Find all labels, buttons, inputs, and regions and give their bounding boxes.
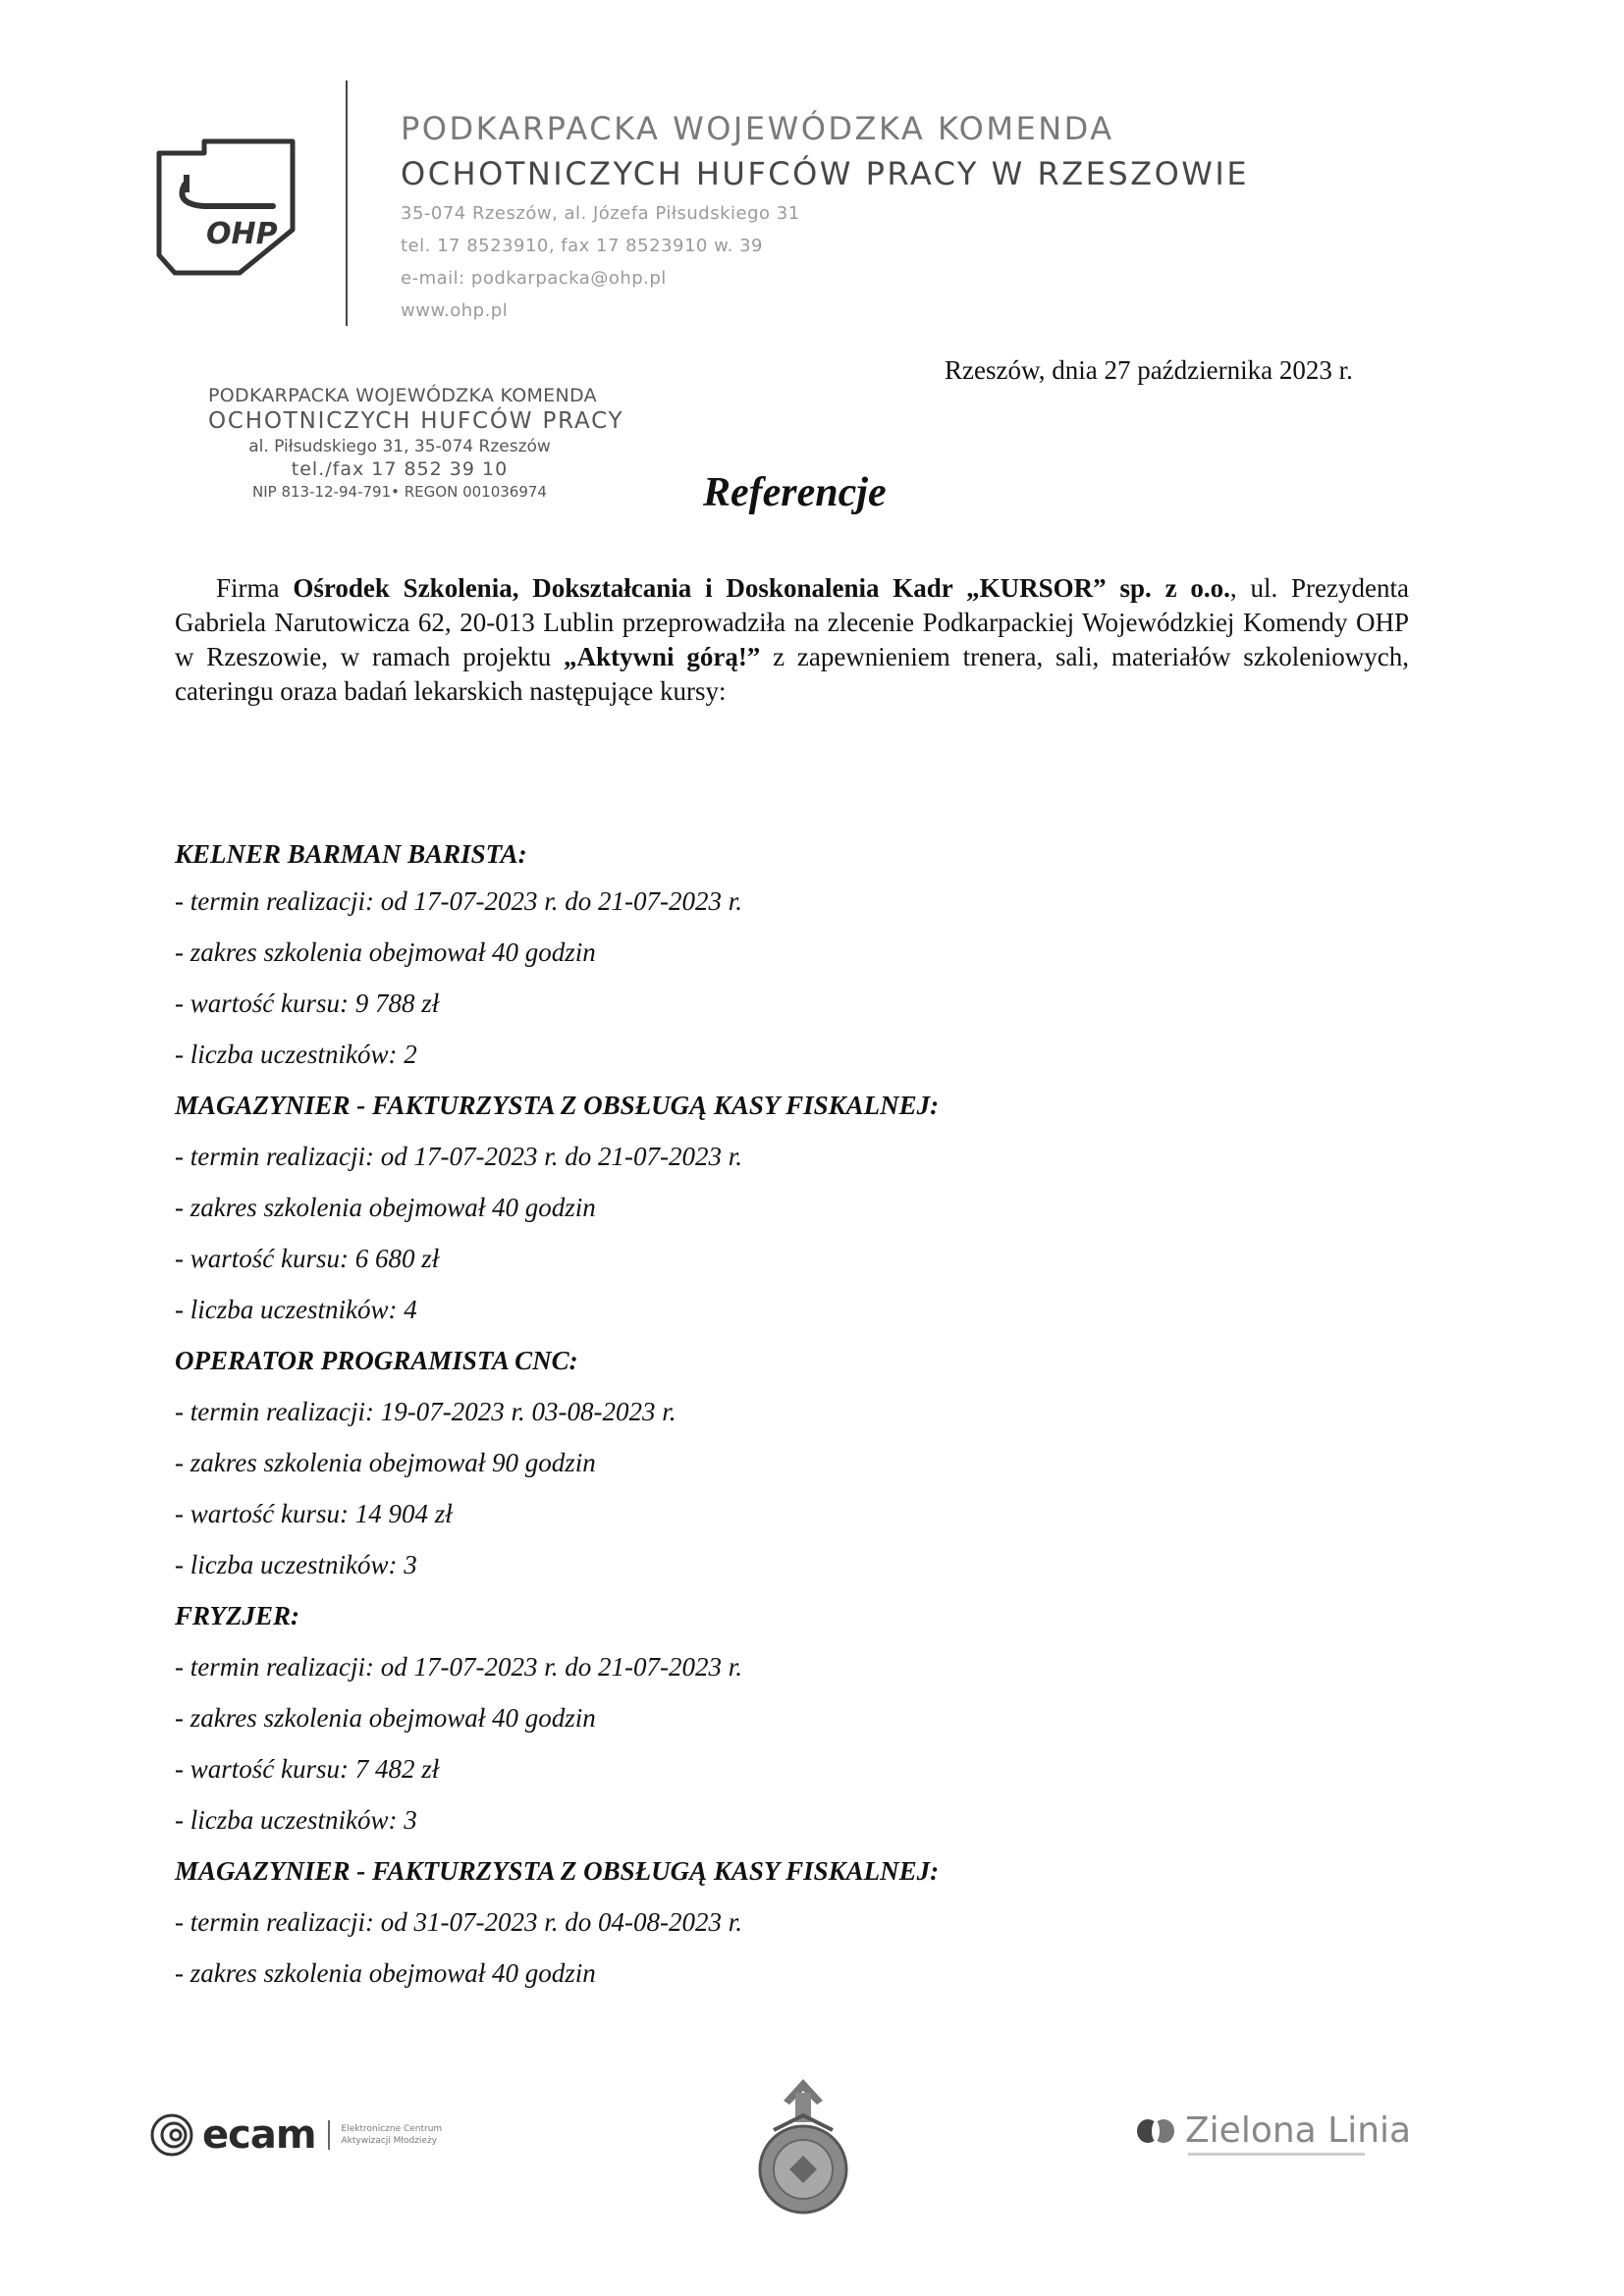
stamp-line2: OCHOTNICZYCH HUFCÓW PRACY xyxy=(208,408,624,434)
stamp-line3: al. Piłsudskiego 31, 35-074 Rzeszów xyxy=(248,437,551,456)
ohp-logo-text: OHP xyxy=(206,217,278,251)
stamp-line5: NIP 813-12-94-791• REGON 001036974 xyxy=(252,483,547,501)
intro-text-1: Firma xyxy=(216,573,294,603)
course-heading: MAGAZYNIER - FAKTURZYSTA Z OBSŁUGĄ KASY FISKALNEJ: xyxy=(175,1856,940,1886)
course-participants: - liczba uczestników: 3 xyxy=(175,1550,417,1579)
ohp-logo xyxy=(145,135,312,283)
course-participants: - liczba uczestników: 3 xyxy=(175,1805,417,1835)
org-website: www.ohp.pl xyxy=(401,300,509,321)
course-term: - termin realizacji: od 31-07-2023 r. do 04-08-2023 r. xyxy=(175,1907,742,1937)
course-term: - termin realizacji: od 17-07-2023 r. do 21-07-2023 r. xyxy=(175,886,742,916)
course-list xyxy=(175,832,1451,1999)
header-divider xyxy=(346,80,348,326)
course-scope: - zakres szkolenia obejmował 40 godzin xyxy=(175,937,596,967)
course-heading: MAGAZYNIER - FAKTURZYSTA Z OBSŁUGĄ KASY FISKALNEJ: xyxy=(175,1091,940,1120)
stamp-line4: tel./fax 17 852 39 10 xyxy=(291,458,509,480)
course-heading: FRYZJER: xyxy=(175,1601,300,1630)
course-scope: - zakres szkolenia obejmował 90 godzin xyxy=(175,1448,596,1477)
ecam-logo xyxy=(147,2110,442,2160)
ecam-separator xyxy=(328,2120,330,2150)
org-phone: tel. 17 8523910, fax 17 8523910 w. 39 xyxy=(401,236,763,256)
ecam-subtitle xyxy=(342,2123,443,2147)
course-heading: KELNER BARMAN BARISTA: xyxy=(175,839,527,869)
stamp-line1: PODKARPACKA WOJEWÓDZKA KOMENDA xyxy=(208,385,597,406)
course-heading: OPERATOR PROGRAMISTA CNC: xyxy=(175,1346,578,1375)
course-participants: - liczba uczestników: 2 xyxy=(175,1040,417,1069)
course-value: - wartość kursu: 7 482 zł xyxy=(175,1754,440,1784)
document-title: Referencje xyxy=(703,470,887,515)
ohp-emblem-icon xyxy=(744,2071,862,2218)
zielona-linia-wordmark: Zielona Linia xyxy=(1185,2110,1412,2151)
ecam-subtitle-line2: Aktywizacji Młodzieży xyxy=(341,2136,438,2146)
course-scope: - zakres szkolenia obejmował 40 godzin xyxy=(175,1703,596,1733)
course-participants: - liczba uczestników: 4 xyxy=(175,1295,417,1324)
course-term: - termin realizacji: 19-07-2023 r. 03-08-2023 r. xyxy=(175,1397,677,1426)
ecam-wordmark: ecam xyxy=(202,2112,316,2158)
course-scope: - zakres szkolenia obejmował 40 godzin xyxy=(175,1958,596,1988)
intro-paragraph xyxy=(175,571,1409,709)
date-line: Rzeszów, dnia 27 października 2023 r. xyxy=(945,355,1353,385)
course-term: - termin realizacji: od 17-07-2023 r. do 21-07-2023 r. xyxy=(175,1142,742,1171)
zielona-linia-tagline-bar xyxy=(1188,2153,1365,2156)
course-term: - termin realizacji: od 17-07-2023 r. do 21-07-2023 r. xyxy=(175,1652,742,1682)
project-name: „Aktywni górą!” xyxy=(564,642,761,671)
org-address: 35-074 Rzeszów, al. Józefa Piłsudskiego 31 xyxy=(401,203,800,224)
intro-text-3: z zapewnieniem trenera, sali, materiałów szkoleniowych, cateringu oraza badań lekarskich następujące kursy: xyxy=(175,642,1409,706)
company-name: Ośrodek Szkolenia, Dokształcania i Doskonalenia Kadr „KURSOR” sp. z o.o. xyxy=(293,573,1230,603)
organization-stamp xyxy=(208,385,624,501)
course-value: - wartość kursu: 9 788 zł xyxy=(175,988,440,1018)
zielona-linia-logo xyxy=(1134,2110,1411,2151)
course-scope: - zakres szkolenia obejmował 40 godzin xyxy=(175,1193,596,1222)
org-name-line2: OCHOTNICZYCH HUFCÓW PRACY W RZESZOWIE xyxy=(401,155,1250,192)
org-email: e-mail: podkarpacka@ohp.pl xyxy=(401,268,667,289)
intro-text-2: , ul. Prezydenta Gabriela Narutowicza 62, 20-013 Lublin przeprowadziła na zlecenie Podkarpackiej Wojewódzkiej Komendy OHP w Rzeszowie, w ramach projektu xyxy=(175,573,1409,671)
org-name-line1: PODKARPACKA WOJEWÓDZKA KOMENDA xyxy=(401,110,1114,147)
ecam-swirl-icon xyxy=(147,2110,196,2160)
course-value: - wartość kursu: 14 904 zł xyxy=(175,1499,453,1528)
course-value: - wartość kursu: 6 680 zł xyxy=(175,1244,440,1273)
ecam-subtitle-line1: Elektroniczne Centrum xyxy=(341,2124,443,2134)
zielona-linia-icon xyxy=(1134,2116,1177,2146)
